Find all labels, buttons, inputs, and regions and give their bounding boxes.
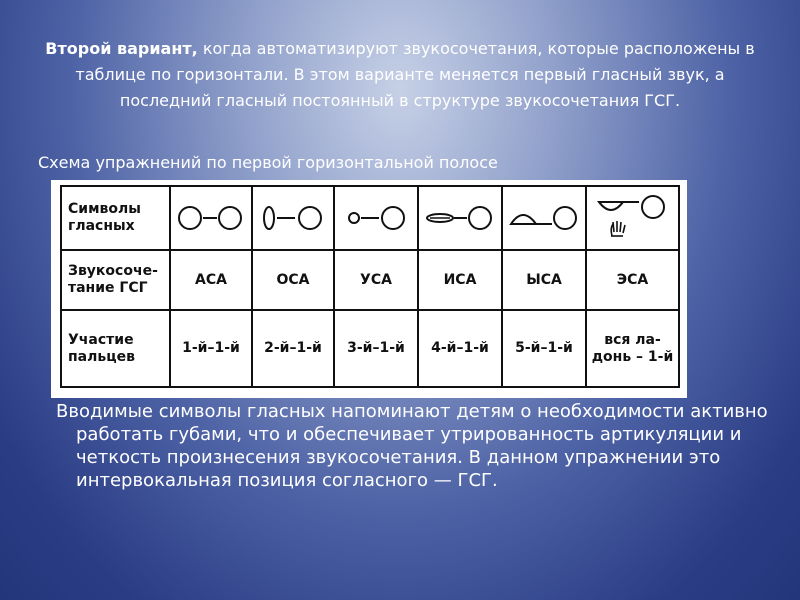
vowel-symbol-a-icon — [170, 186, 252, 250]
vowel-symbol-e-icon — [586, 186, 679, 250]
finger-cell: 3-й–1-й — [334, 310, 418, 387]
vowel-symbol-o-icon — [252, 186, 334, 250]
vowel-symbol-i-icon — [418, 186, 502, 250]
finger-cell: 2-й–1-й — [252, 310, 334, 387]
combo-cell: ЭСА — [586, 250, 679, 310]
row-label-symbols: Символы гласных — [61, 186, 170, 250]
palm-hand-icon — [611, 221, 625, 236]
combo-cell: АСА — [170, 250, 252, 310]
combo-cell: ЫСА — [502, 250, 586, 310]
intro-paragraph — [30, 36, 770, 114]
intro-text: когда автоматизируют звукосочетания, которые расположены в таблице по горизонтали. В этом варианте меняется первый гласный звук, а последний гласный постоянный в структуре звукосочетания ГСГ. — [75, 39, 755, 110]
exercise-scheme-table — [60, 185, 680, 388]
finger-cell: 4-й–1-й — [418, 310, 502, 387]
row-sound-combinations — [61, 250, 679, 310]
finger-cell: 5-й–1-й — [502, 310, 586, 387]
table-caption: Схема упражнений по первой горизонтальной полосе — [38, 153, 498, 172]
combo-cell: ИСА — [418, 250, 502, 310]
vowel-symbol-u-icon — [334, 186, 418, 250]
finger-cell: вся ла-донь – 1-й — [586, 310, 679, 387]
combo-cell: УСА — [334, 250, 418, 310]
finger-cell: 1-й–1-й — [170, 310, 252, 387]
vowel-symbol-y-icon — [502, 186, 586, 250]
combo-cell: ОСА — [252, 250, 334, 310]
intro-bold-lead: Второй вариант, — [45, 39, 198, 58]
row-finger-participation — [61, 310, 679, 387]
body-paragraph: Вводимые символы гласных напоминают детям о необходимости активно работать губами, что и обеспечивает утрированность артикуляции и четкость произнесения звукосочетания. В данном упражнении это интервокальная позиция согласного — ГСГ. — [56, 401, 768, 491]
row-vowel-symbols — [61, 186, 679, 250]
exercise-table-frame — [51, 180, 687, 398]
row-label-fingers: Участие пальцев — [61, 310, 170, 387]
row-label-combinations: Звукосоче-тание ГСГ — [61, 250, 170, 310]
